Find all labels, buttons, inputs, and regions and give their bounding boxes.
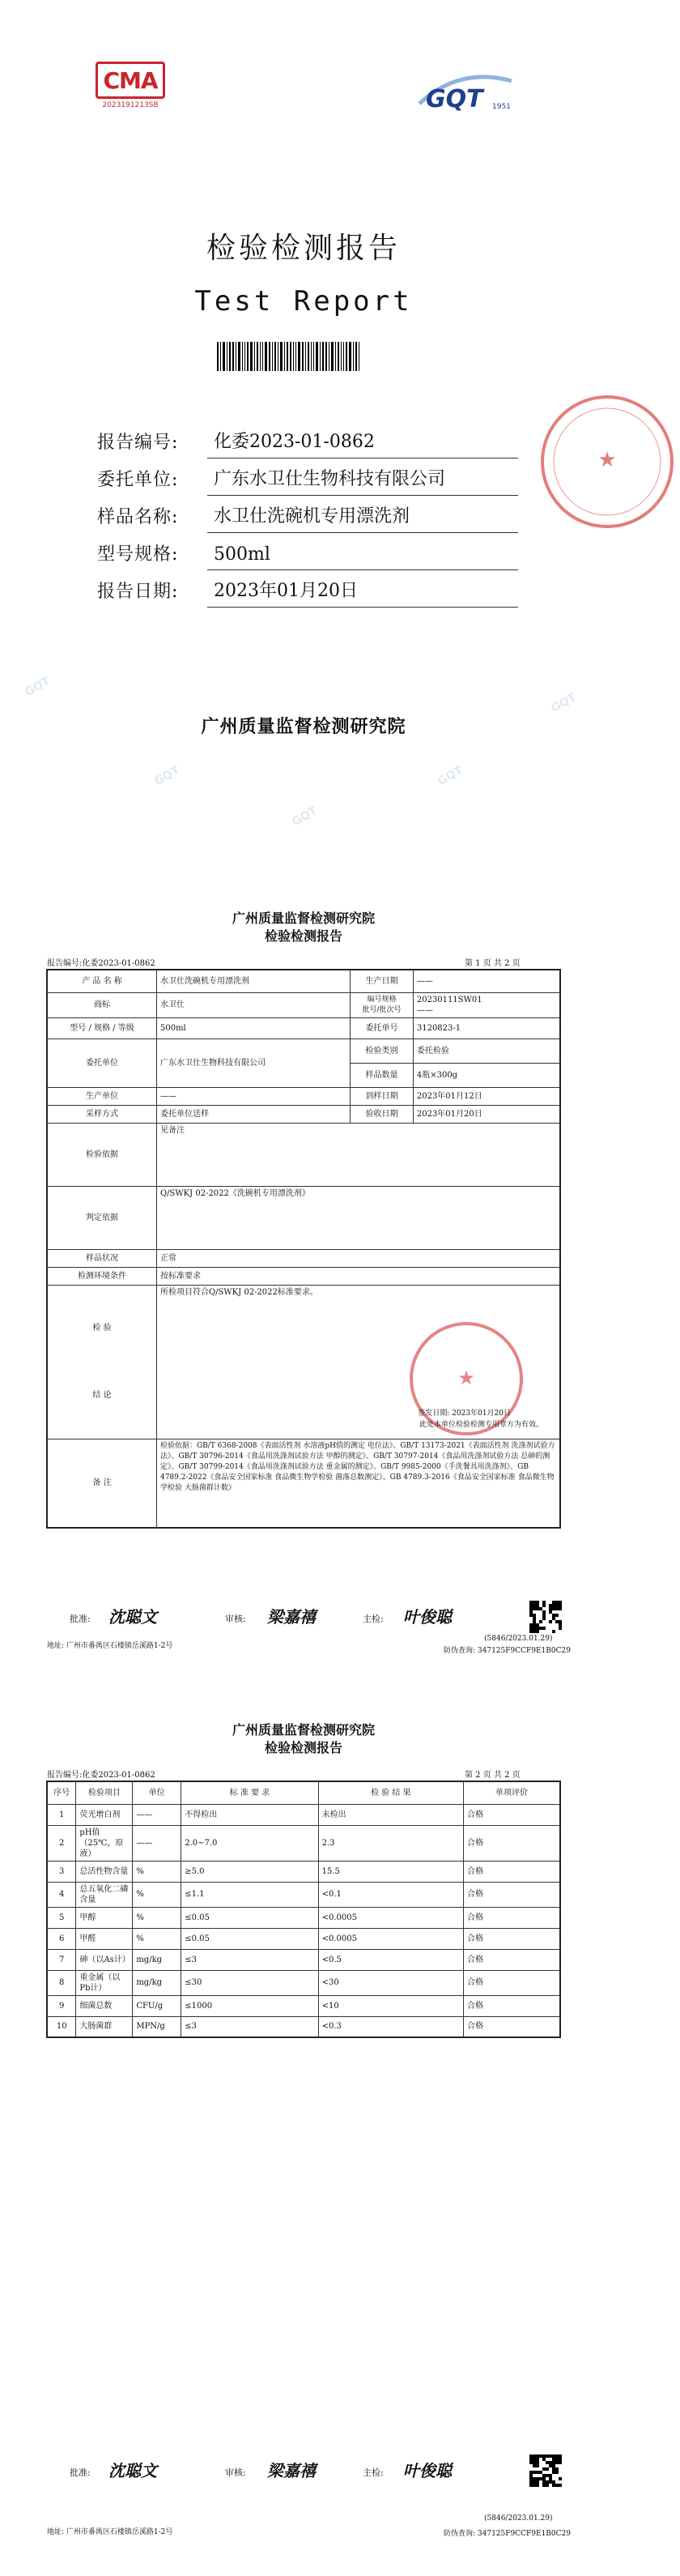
cell: 合格 bbox=[463, 1861, 560, 1882]
review-label: 审核: bbox=[225, 1614, 246, 1624]
cell: 不得检出 bbox=[181, 1804, 318, 1825]
barcode-bar bbox=[335, 342, 336, 371]
label-prod-date: 生产日期 bbox=[365, 976, 398, 986]
label-conclusion-2: 结 论 bbox=[92, 1391, 112, 1400]
watermark: GQT bbox=[23, 674, 53, 700]
cell-value bbox=[156, 1285, 560, 1439]
cell-label: 检验依据 bbox=[47, 1123, 156, 1186]
barcode-bar bbox=[349, 342, 351, 371]
barcode-bar bbox=[308, 342, 309, 371]
cell: mg/kg bbox=[133, 1949, 181, 1970]
barcode bbox=[217, 342, 395, 371]
barcode-bar bbox=[247, 342, 249, 371]
barcode-bar bbox=[355, 342, 357, 371]
gqt-logo-text: GQT bbox=[426, 85, 483, 113]
barcode-bar bbox=[353, 342, 354, 371]
cell-value: 500ml bbox=[156, 1017, 350, 1039]
cell-value: 按标准要求 bbox=[156, 1267, 560, 1285]
cell-value: 检验依据：GB/T 6368-2008《表面活性剂 水溶液pH值的测定 电位法》、GB/T 13173-2021《表面活性剂 洗涤剂试验方法》、GB/T 30796-2014《食品用洗涤剂试验方法 甲醇的测定》、GB/T 30797-2014《食品用洗涤剂试验方法 总砷的测定》、GB/T 30799-2014《食品用洗涤剂试验方法 重金属的测定》、GB/T 9985-2000《手洗餐具用洗涤剂》、GB 4789.2-2022《食品安全国家标准 食品微生物学检验 菌落总数测定》、GB 4789.3-2016《食品安全国家标准 食品微生物学检验 大肠菌群计数》 bbox=[156, 1439, 560, 1528]
cell-label: 检测环境条件 bbox=[47, 1267, 156, 1285]
cover-institute-name: 广州质量监督检测研究院 bbox=[201, 717, 406, 737]
test-label: 主检: bbox=[363, 2467, 384, 2478]
cell-label: 样品数量 bbox=[351, 1063, 414, 1087]
cell: 3 bbox=[47, 1861, 76, 1882]
barcode-bar bbox=[298, 342, 300, 371]
barcode-bar bbox=[325, 342, 327, 371]
official-stamp bbox=[534, 389, 680, 535]
barcode-bar bbox=[220, 342, 221, 371]
cell: <0.5 bbox=[318, 1949, 463, 1970]
gqt-logo bbox=[411, 71, 516, 112]
barcode-bar bbox=[311, 342, 312, 371]
col-header: 单位 bbox=[133, 1781, 181, 1804]
cell-value: 委托检验 bbox=[413, 1039, 560, 1063]
barcode-bar bbox=[244, 342, 245, 371]
approve-signature: 沈聪文 bbox=[108, 1607, 157, 1627]
barcode-bar bbox=[338, 342, 339, 371]
cell: 8 bbox=[47, 1970, 76, 1995]
cell-label bbox=[351, 992, 414, 1017]
cell: 细菌总数 bbox=[76, 1995, 133, 2016]
table-row bbox=[47, 992, 560, 1017]
cell: 荧光增白剂 bbox=[76, 1804, 133, 1825]
table-row bbox=[47, 1439, 560, 1528]
barcode-bar bbox=[269, 342, 270, 371]
page1-page-label: 第 1 页 共 2 页 bbox=[465, 959, 521, 968]
cma-logo bbox=[96, 62, 165, 109]
stamp-date: 签发日期: 2023年01月20日 bbox=[418, 1409, 511, 1418]
table-row bbox=[47, 1105, 560, 1123]
cell-label: 到样日期 bbox=[351, 1087, 414, 1105]
stamp-note: 此处本单位检验检测专用章方为有效。 bbox=[419, 1420, 543, 1429]
cell-label: 型号 / 规格 / 等级 bbox=[47, 1017, 156, 1039]
cell: 总活性物含量 bbox=[76, 1861, 133, 1882]
barcode-bar bbox=[265, 342, 267, 371]
barcode-bar bbox=[316, 342, 318, 371]
verify-code: (5846/2023.01.29) bbox=[484, 2514, 553, 2523]
cell: 2 bbox=[47, 1825, 76, 1861]
cell-value bbox=[413, 992, 560, 1017]
batch-note: —— bbox=[416, 1005, 433, 1015]
cell: —— bbox=[133, 1804, 181, 1825]
cell-label: 生产单位 bbox=[47, 1087, 156, 1105]
page2-page-label: 第 2 页 共 2 页 bbox=[465, 1771, 521, 1780]
barcode-bar bbox=[242, 342, 243, 371]
info-value: 500ml bbox=[207, 544, 518, 570]
cell: <0.0005 bbox=[318, 1907, 463, 1928]
barcode-bar bbox=[346, 342, 347, 371]
review-label: 审核: bbox=[225, 2467, 246, 2478]
cell: ≥5.0 bbox=[181, 1861, 318, 1882]
cell: —— bbox=[133, 1825, 181, 1861]
cell: 总五氧化二磷含量 bbox=[76, 1882, 133, 1907]
cell: 重金属（以Pb计） bbox=[76, 1970, 133, 1995]
cell: 合格 bbox=[463, 1970, 560, 1995]
cover-subtitle: Test Report bbox=[194, 285, 413, 318]
cell: 合格 bbox=[463, 1928, 560, 1949]
barcode-bar bbox=[254, 342, 255, 371]
cell-label: 委托单号 bbox=[351, 1017, 414, 1039]
cell: 2.3 bbox=[318, 1825, 463, 1861]
page2-results-table bbox=[46, 1781, 561, 2038]
info-row-sample bbox=[97, 496, 518, 533]
table-row bbox=[47, 1882, 560, 1907]
cell: % bbox=[133, 1928, 181, 1949]
cell-value: 见备注 bbox=[156, 1123, 560, 1186]
col-header: 标 准 要 求 bbox=[181, 1781, 318, 1804]
approve-label: 批准: bbox=[70, 1614, 91, 1624]
info-label: 委托单位: bbox=[97, 470, 179, 490]
gqt-year: 1951 bbox=[492, 103, 511, 111]
verify-code: (5846/2023.01.29) bbox=[484, 1635, 553, 1643]
watermark: GQT bbox=[152, 763, 182, 789]
info-label: 报告日期: bbox=[97, 582, 179, 602]
table-row bbox=[47, 1804, 560, 1825]
info-label: 报告编号: bbox=[97, 433, 179, 453]
info-value: 2023年01月20日 bbox=[207, 577, 518, 608]
cell-value: 广东水卫仕生物科技有限公司 bbox=[156, 1039, 350, 1087]
table-row bbox=[47, 1907, 560, 1928]
barcode-bar bbox=[238, 342, 240, 371]
barcode-bar bbox=[250, 342, 253, 371]
barcode-bar bbox=[290, 342, 291, 371]
watermark: GQT bbox=[290, 804, 320, 830]
test-signature: 叶俊聪 bbox=[403, 2461, 452, 2480]
barcode-bar bbox=[280, 342, 283, 371]
cell-value: 4瓶×300g bbox=[413, 1063, 560, 1087]
conclusion-text: 所检项目符合Q/SWKJ 02-2022标准要求。 bbox=[159, 1287, 318, 1297]
watermark: GQT bbox=[549, 690, 579, 716]
col-header: 检验项目 bbox=[76, 1781, 133, 1804]
cell-label: 备 注 bbox=[47, 1439, 156, 1528]
cell: <10 bbox=[318, 1995, 463, 2016]
cell: MPN/g bbox=[133, 2016, 181, 2037]
col-header: 检 验 结 果 bbox=[318, 1781, 463, 1804]
table-row bbox=[47, 1949, 560, 1970]
cell: pH值（25℃，原液） bbox=[76, 1825, 133, 1861]
test-label: 主检: bbox=[363, 1614, 384, 1624]
cma-number: 2023191213SB bbox=[102, 101, 159, 109]
cell: 砷（以As计） bbox=[76, 1949, 133, 1970]
cell: <0.3 bbox=[318, 2016, 463, 2037]
cell: mg/kg bbox=[133, 1970, 181, 1995]
cell: % bbox=[133, 1882, 181, 1907]
table-row bbox=[47, 1249, 560, 1267]
cell: 7 bbox=[47, 1949, 76, 1970]
barcode-bar bbox=[260, 342, 261, 371]
cell-label: 样品状况 bbox=[47, 1249, 156, 1267]
watermark: GQT bbox=[436, 763, 465, 789]
label-batch-a: 编号规格 bbox=[367, 995, 397, 1004]
barcode-bar bbox=[287, 342, 288, 371]
cell: ≤30 bbox=[181, 1970, 318, 1995]
barcode-bar bbox=[257, 342, 258, 371]
table-row bbox=[47, 1861, 560, 1882]
cell-label bbox=[47, 1285, 156, 1439]
barcode-bar bbox=[272, 342, 273, 371]
cell: 1 bbox=[47, 1804, 76, 1825]
cell-label: 委托单位 bbox=[47, 1039, 156, 1087]
barcode-bar bbox=[293, 342, 294, 371]
cell-label: 商标 bbox=[47, 992, 156, 1017]
review-signature: 梁嘉禧 bbox=[267, 2461, 316, 2480]
cell: 6 bbox=[47, 1928, 76, 1949]
page1-info-table bbox=[46, 969, 561, 1529]
barcode-bar bbox=[223, 342, 225, 371]
cell: ≤0.05 bbox=[181, 1907, 318, 1928]
test-signature: 叶俊聪 bbox=[403, 1607, 452, 1627]
cell: 4 bbox=[47, 1882, 76, 1907]
cell-value: 正常 bbox=[156, 1249, 560, 1267]
cell: ≤1000 bbox=[181, 1995, 318, 2016]
page1-institute: 广州质量监督检测研究院 bbox=[232, 911, 375, 926]
cell-value: Q/SWKJ 02-2022《洗碗机专用漂洗剂》 bbox=[156, 1186, 560, 1249]
cell-label: 产 品 名 称 bbox=[47, 970, 156, 992]
cell-value: 委托单位送样 bbox=[156, 1105, 350, 1123]
cell-value: 水卫仕洗碗机专用漂洗剂 bbox=[156, 970, 350, 992]
review-signature: 梁嘉禧 bbox=[267, 1607, 316, 1627]
cma-logo-text: CMA bbox=[103, 66, 158, 94]
table-row bbox=[47, 1285, 560, 1439]
address: 地址: 广州市番禺区石楼镇岳溪路1-2号 bbox=[47, 2528, 173, 2536]
barcode-bar bbox=[284, 342, 285, 371]
cell: 合格 bbox=[463, 1804, 560, 1825]
info-value: 广东水卫仕生物科技有限公司 bbox=[207, 465, 518, 496]
barcode-bar bbox=[313, 342, 314, 371]
info-row-model bbox=[97, 533, 518, 570]
table-row bbox=[47, 1039, 560, 1063]
cell: ≤1.1 bbox=[181, 1882, 318, 1907]
cell: 5 bbox=[47, 1907, 76, 1928]
cell-label: 判定依据 bbox=[47, 1186, 156, 1249]
cell: 未检出 bbox=[318, 1804, 463, 1825]
batch-value: 20230111SW01 bbox=[416, 995, 482, 1004]
qr-code-icon bbox=[529, 1601, 562, 1633]
barcode-bar bbox=[262, 342, 263, 371]
table-row bbox=[47, 1928, 560, 1949]
cell: ≤3 bbox=[181, 1949, 318, 1970]
table-header-row bbox=[47, 1781, 560, 1804]
table-row bbox=[47, 2016, 560, 2037]
cell: ≤0.05 bbox=[181, 1928, 318, 1949]
cell-label bbox=[351, 970, 414, 992]
cell-label: 采样方式 bbox=[47, 1105, 156, 1123]
label-conclusion-1: 检 验 bbox=[92, 1324, 112, 1333]
table-row bbox=[47, 1267, 560, 1285]
barcode-bar bbox=[274, 342, 276, 371]
cell: 大肠菌群 bbox=[76, 2016, 133, 2037]
table-row bbox=[47, 1087, 560, 1105]
table-row bbox=[47, 1825, 560, 1861]
cell: <0.0005 bbox=[318, 1928, 463, 1949]
cell-value: 2023年01月12日 bbox=[413, 1087, 560, 1105]
cell: % bbox=[133, 1861, 181, 1882]
info-label: 样品名称: bbox=[97, 507, 179, 527]
cell: 9 bbox=[47, 1995, 76, 2016]
cover-title: 检验检测报告 bbox=[206, 232, 401, 265]
barcode-bar bbox=[322, 342, 324, 371]
cell: 合格 bbox=[463, 2016, 560, 2037]
barcode-bar bbox=[217, 342, 219, 371]
barcode-bar bbox=[341, 342, 342, 371]
approve-label: 批准: bbox=[70, 2467, 91, 2478]
cell-label: 验收日期 bbox=[351, 1105, 414, 1123]
cell-label: 检验类别 bbox=[351, 1039, 414, 1063]
cell-value: 2023年01月20日 bbox=[413, 1105, 560, 1123]
cell: 甲醇 bbox=[76, 1907, 133, 1928]
cell: 甲醛 bbox=[76, 1928, 133, 1949]
cell-value: —— bbox=[156, 1087, 350, 1105]
verify-code-2: 防伪查询: 347125F9CCF9E1B0C29 bbox=[444, 2530, 571, 2538]
info-label: 型号规格: bbox=[97, 544, 179, 565]
barcode-bar bbox=[302, 342, 304, 371]
barcode-bar bbox=[232, 342, 234, 371]
cell: <0.1 bbox=[318, 1882, 463, 1907]
cell: <30 bbox=[318, 1970, 463, 1995]
label-batch-b: 批号/批次号 bbox=[362, 1005, 402, 1014]
info-row-client bbox=[97, 458, 518, 496]
cell-value: 3120823-1 bbox=[413, 1017, 560, 1039]
cell: 2.0~7.0 bbox=[181, 1825, 318, 1861]
table-row bbox=[47, 970, 560, 992]
cell-value: 水卫仕 bbox=[156, 992, 350, 1017]
cell: ≤3 bbox=[181, 2016, 318, 2037]
cell: 合格 bbox=[463, 1825, 560, 1861]
info-value: 水卫仕洗碗机专用漂洗剂 bbox=[207, 502, 518, 533]
qr-code-icon bbox=[529, 2454, 562, 2487]
cell-value: —— bbox=[413, 970, 560, 992]
barcode-bar bbox=[331, 342, 334, 371]
address: 地址: 广州市番禺区石楼镇岳溪路1-2号 bbox=[47, 1642, 173, 1650]
svg-text:★: ★ bbox=[457, 1366, 475, 1389]
info-row-report-no bbox=[97, 421, 518, 458]
info-value: 化委2023-01-0862 bbox=[207, 428, 518, 458]
cell: 10 bbox=[47, 2016, 76, 2037]
cover-info-table bbox=[97, 421, 518, 608]
page2-report-title: 检验检测报告 bbox=[264, 1740, 342, 1755]
table-row bbox=[47, 1017, 560, 1039]
page2-institute: 广州质量监督检测研究院 bbox=[232, 1722, 375, 1738]
page1-report-title: 检验检测报告 bbox=[264, 928, 342, 944]
barcode-bar bbox=[229, 342, 231, 371]
cell: CFU/g bbox=[133, 1995, 181, 2016]
svg-text:★: ★ bbox=[597, 448, 617, 472]
table-row bbox=[47, 1970, 560, 1995]
info-row-date bbox=[97, 570, 518, 608]
col-header: 单项评价 bbox=[463, 1781, 560, 1804]
cell: 合格 bbox=[463, 1907, 560, 1928]
barcode-bar bbox=[295, 342, 296, 371]
cell: 合格 bbox=[463, 1882, 560, 1907]
page1-report-no: 报告编号:化委2023-01-0862 bbox=[47, 959, 155, 968]
table-row bbox=[47, 1186, 560, 1249]
cell: 15.5 bbox=[318, 1861, 463, 1882]
col-header: 序号 bbox=[47, 1781, 76, 1804]
barcode-bar bbox=[305, 342, 306, 371]
barcode-bar bbox=[343, 342, 344, 371]
approve-signature: 沈聪文 bbox=[108, 2461, 157, 2480]
cell: 合格 bbox=[463, 1995, 560, 2016]
page2-report-no: 报告编号:化委2023-01-0862 bbox=[47, 1771, 155, 1780]
verify-code-2: 防伪查询: 347125F9CCF9E1B0C29 bbox=[444, 1647, 571, 1655]
cell: 合格 bbox=[463, 1949, 560, 1970]
table-row bbox=[47, 1123, 560, 1186]
table-row bbox=[47, 1995, 560, 2016]
cell: % bbox=[133, 1907, 181, 1928]
barcode-bar bbox=[320, 342, 321, 371]
